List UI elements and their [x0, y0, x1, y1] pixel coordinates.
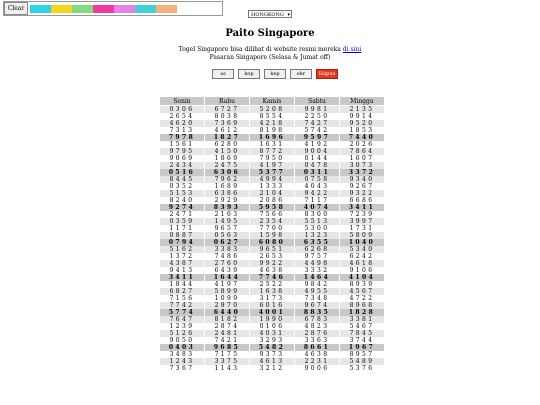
- table-cell[interactable]: 1631: [250, 141, 295, 148]
- table-cell[interactable]: 6439: [205, 267, 250, 274]
- table-row: [160, 260, 385, 267]
- table-cell[interactable]: 9914: [340, 113, 385, 120]
- table-cell[interactable]: 7742: [160, 302, 205, 309]
- table-cell[interactable]: 1607: [340, 155, 385, 162]
- color-palette: [30, 5, 177, 13]
- table-cell[interactable]: 2876: [295, 330, 340, 337]
- table-cell[interactable]: 7175: [205, 351, 250, 358]
- market-select[interactable]: [248, 10, 292, 18]
- table-cell[interactable]: 9322: [340, 190, 385, 197]
- table-cell[interactable]: 1561: [160, 141, 205, 148]
- table-cell[interactable]: 5467: [340, 323, 385, 330]
- table-cell[interactable]: 9004: [295, 148, 340, 155]
- table-row: [160, 141, 385, 148]
- info-line-1: [0, 46, 540, 53]
- table-cell[interactable]: 1171: [160, 225, 205, 232]
- table-cell[interactable]: 7962: [205, 176, 250, 183]
- table-row: [160, 106, 385, 114]
- table-cell[interactable]: 0106: [250, 323, 295, 330]
- table-cell[interactable]: 8182: [205, 316, 250, 323]
- table-cell[interactable]: 7566: [250, 211, 295, 218]
- table-cell[interactable]: 7156: [160, 295, 205, 302]
- kep-button[interactable]: kep: [264, 69, 286, 79]
- color-swatch[interactable]: [114, 5, 135, 13]
- table-cell[interactable]: 1731: [340, 225, 385, 232]
- table-cell[interactable]: 4722: [340, 295, 385, 302]
- table-cell[interactable]: 9757: [295, 253, 340, 260]
- header-minggu: Minggu: [340, 97, 385, 106]
- table-cell[interactable]: 9069: [160, 155, 205, 162]
- table-cell[interactable]: 4638: [295, 351, 340, 358]
- table-cell[interactable]: 3744: [340, 337, 385, 344]
- table-cell[interactable]: 0478: [295, 162, 340, 169]
- table-cell[interactable]: 2354: [250, 218, 295, 225]
- table-cell[interactable]: 3483: [160, 351, 205, 358]
- table-cell[interactable]: 7978: [160, 134, 205, 141]
- table-cell[interactable]: 5958: [250, 204, 295, 211]
- table-cell[interactable]: 5377: [250, 169, 295, 176]
- table-cell[interactable]: 0403: [160, 344, 205, 351]
- table-cell[interactable]: 0306: [160, 106, 205, 114]
- table-cell[interactable]: 3363: [295, 337, 340, 344]
- table-cell[interactable]: 4567: [340, 288, 385, 295]
- table-cell[interactable]: 9422: [295, 190, 340, 197]
- table-cell[interactable]: 6827: [160, 288, 205, 295]
- table-cell[interactable]: 7440: [340, 134, 385, 141]
- table-row: [160, 148, 385, 155]
- table-cell[interactable]: 1967: [340, 344, 385, 351]
- table-cell[interactable]: 7421: [205, 337, 250, 344]
- table-row: [160, 120, 385, 127]
- table-cell[interactable]: 4620: [160, 120, 205, 127]
- as-button[interactable]: as: [212, 69, 234, 79]
- table-cell[interactable]: 7369: [205, 120, 250, 127]
- table-cell[interactable]: 9922: [250, 260, 295, 267]
- table-cell[interactable]: 8300: [295, 211, 340, 218]
- table-cell[interactable]: 9657: [205, 225, 250, 232]
- table-row: [160, 274, 385, 281]
- table-cell[interactable]: 0563: [205, 232, 250, 239]
- table-cell[interactable]: 1844: [160, 281, 205, 288]
- table-cell[interactable]: 1598: [250, 232, 295, 239]
- table-cell[interactable]: 3997: [340, 218, 385, 225]
- table-row: [160, 169, 385, 176]
- table-row: [160, 113, 385, 120]
- table-row: [160, 127, 385, 134]
- table-cell[interactable]: 1099: [205, 295, 250, 302]
- table-cell[interactable]: 2163: [205, 211, 250, 218]
- table-cell[interactable]: 5208: [250, 106, 295, 114]
- table-cell[interactable]: 7950: [250, 155, 295, 162]
- table-cell[interactable]: 6306: [205, 169, 250, 176]
- table-cell[interactable]: 4001: [250, 309, 295, 316]
- table-cell[interactable]: 7367: [160, 365, 205, 372]
- table-cell[interactable]: 1990: [250, 316, 295, 323]
- kop-button[interactable]: kop: [238, 69, 260, 79]
- table-row: [160, 316, 385, 323]
- table-cell[interactable]: 2026: [340, 141, 385, 148]
- table-row: [160, 253, 385, 260]
- chevron-down-icon: ▾: [287, 12, 290, 18]
- table-cell[interactable]: 2760: [205, 260, 250, 267]
- table-row: [160, 134, 385, 141]
- table-cell[interactable]: 1143: [205, 365, 250, 372]
- table-row: [160, 365, 385, 372]
- header-senin: Senin: [160, 97, 205, 106]
- color-swatch[interactable]: [156, 5, 177, 13]
- table-cell[interactable]: 4197: [250, 162, 295, 169]
- hapus-button[interactable]: Hapus: [316, 69, 338, 79]
- table-cell[interactable]: 5774: [160, 309, 205, 316]
- table-row: [160, 288, 385, 295]
- table-cell[interactable]: 1243: [160, 358, 205, 365]
- table-cell[interactable]: 8957: [340, 351, 385, 358]
- table-cell[interactable]: 4197: [205, 281, 250, 288]
- table-cell[interactable]: 7845: [340, 330, 385, 337]
- table-cell[interactable]: 3212: [250, 365, 295, 372]
- table-cell[interactable]: 8393: [205, 204, 250, 211]
- table-cell[interactable]: 4192: [295, 141, 340, 148]
- table-cell[interactable]: 8968: [340, 302, 385, 309]
- table-cell[interactable]: 0794: [160, 239, 205, 246]
- table-cell[interactable]: 4618: [340, 260, 385, 267]
- table-cell[interactable]: 0516: [160, 169, 205, 176]
- info-text: Togel Singapore bisa dilihat di website resmi mereka: [178, 46, 341, 53]
- table-cell[interactable]: 1040: [340, 239, 385, 246]
- table-cell[interactable]: 5742: [295, 127, 340, 134]
- table-cell[interactable]: 8772: [250, 148, 295, 155]
- table-row: [160, 155, 385, 162]
- table-cell[interactable]: 8038: [205, 113, 250, 120]
- table-cell[interactable]: 2653: [250, 253, 295, 260]
- table-cell[interactable]: 1689: [205, 183, 250, 190]
- table-cell[interactable]: 2522: [250, 281, 295, 288]
- table-cell[interactable]: 5126: [160, 330, 205, 337]
- table-cell[interactable]: 0627: [205, 239, 250, 246]
- table-cell[interactable]: 6727: [205, 106, 250, 114]
- table-cell[interactable]: 2231: [295, 358, 340, 365]
- info-line-2: Pasaran Singapore (Selasa & Jumat off): [209, 54, 331, 61]
- table-cell[interactable]: 2135: [340, 106, 385, 114]
- table-cell[interactable]: 9981: [295, 106, 340, 114]
- table-cell[interactable]: 5376: [340, 365, 385, 372]
- table-cell[interactable]: 2471: [160, 211, 205, 218]
- table-cell[interactable]: 8554: [250, 113, 295, 120]
- table-row: [160, 239, 385, 246]
- table-cell[interactable]: 1696: [250, 134, 295, 141]
- table-cell[interactable]: 1239: [160, 323, 205, 330]
- table-cell[interactable]: 6268: [295, 246, 340, 253]
- table-row: [160, 302, 385, 309]
- table-cell[interactable]: 5153: [160, 190, 205, 197]
- table-cell[interactable]: 0758: [295, 176, 340, 183]
- header-sabtu: Sabtu: [295, 97, 340, 106]
- table-row: [160, 358, 385, 365]
- table-cell[interactable]: 1495: [205, 218, 250, 225]
- table-row: [160, 211, 385, 218]
- table-cell[interactable]: 1828: [340, 309, 385, 316]
- table-cell[interactable]: 1372: [160, 253, 205, 260]
- table-cell[interactable]: 6280: [205, 141, 250, 148]
- table-row: [160, 218, 385, 225]
- table-cell[interactable]: 4218: [250, 120, 295, 127]
- table-row: [160, 309, 385, 316]
- table-cell[interactable]: 9842: [295, 281, 340, 288]
- table-cell[interactable]: 8445: [160, 176, 205, 183]
- table-cell[interactable]: 0352: [160, 183, 205, 190]
- table-cell[interactable]: 2104: [250, 190, 295, 197]
- table-cell[interactable]: 6686: [340, 197, 385, 204]
- table-row: [160, 204, 385, 211]
- table-cell[interactable]: 9674: [295, 302, 340, 309]
- table-cell[interactable]: 9520: [340, 120, 385, 127]
- table-cell[interactable]: 3173: [250, 295, 295, 302]
- table-cell[interactable]: 3383: [205, 246, 250, 253]
- table-cell[interactable]: 5300: [295, 225, 340, 232]
- table-cell[interactable]: 3375: [205, 358, 250, 365]
- table-cell[interactable]: 1323: [295, 232, 340, 239]
- table-cell[interactable]: 3411: [340, 204, 385, 211]
- table-cell[interactable]: 1827: [205, 134, 250, 141]
- table-cell[interactable]: 2434: [160, 162, 205, 169]
- table-cell[interactable]: 1869: [205, 155, 250, 162]
- table-cell[interactable]: 4823: [295, 323, 340, 330]
- header-kamis: Kamis: [250, 97, 295, 106]
- table-cell[interactable]: 2970: [205, 302, 250, 309]
- table-cell[interactable]: 1644: [205, 274, 250, 281]
- table-cell[interactable]: 4074: [295, 204, 340, 211]
- table-cell[interactable]: 9106: [340, 267, 385, 274]
- table-cell[interactable]: 9274: [160, 204, 205, 211]
- table-cell[interactable]: 1638: [250, 288, 295, 295]
- table-cell[interactable]: 5482: [250, 344, 295, 351]
- table-cell[interactable]: 2874: [205, 323, 250, 330]
- table-cell[interactable]: 3411: [160, 274, 205, 281]
- table-cell[interactable]: 9795: [160, 148, 205, 155]
- table-cell[interactable]: 6242: [340, 253, 385, 260]
- table-cell[interactable]: 9340: [340, 176, 385, 183]
- table-row: [160, 246, 385, 253]
- table-cell[interactable]: 9050: [160, 337, 205, 344]
- ekr-button[interactable]: ekr: [290, 69, 312, 79]
- table-row: [160, 176, 385, 183]
- paito-table: [159, 96, 385, 372]
- table-cell[interactable]: 5340: [340, 246, 385, 253]
- color-swatch[interactable]: [51, 5, 72, 13]
- table-cell[interactable]: 9413: [160, 267, 205, 274]
- table-cell[interactable]: 7746: [250, 274, 295, 281]
- page-title: Paito Singapore: [225, 28, 315, 39]
- table-row: [160, 225, 385, 232]
- table-cell[interactable]: 3372: [340, 169, 385, 176]
- table-cell[interactable]: 1333: [250, 183, 295, 190]
- table-cell[interactable]: 2654: [160, 113, 205, 120]
- table-row: [160, 337, 385, 344]
- table-cell[interactable]: 5162: [160, 246, 205, 253]
- table-cell[interactable]: 2086: [250, 197, 295, 204]
- table-cell[interactable]: 1464: [295, 274, 340, 281]
- table-cell[interactable]: 8939: [340, 281, 385, 288]
- color-swatch[interactable]: [93, 5, 114, 13]
- table-row: [160, 190, 385, 197]
- color-swatch[interactable]: [135, 5, 156, 13]
- table-cell[interactable]: 6783: [295, 316, 340, 323]
- table-cell[interactable]: 5489: [340, 358, 385, 365]
- toolbar: [3, 1, 223, 16]
- table-cell[interactable]: 9373: [250, 351, 295, 358]
- table-row: [160, 281, 385, 288]
- table-cell[interactable]: 2929: [205, 197, 250, 204]
- table-cell[interactable]: 4612: [205, 127, 250, 134]
- table-cell[interactable]: 4955: [295, 288, 340, 295]
- table-row: [160, 162, 385, 169]
- table-cell[interactable]: 2481: [205, 330, 250, 337]
- table-cell[interactable]: 7348: [295, 295, 340, 302]
- color-swatch[interactable]: [72, 5, 93, 13]
- table-cell[interactable]: 6355: [295, 239, 340, 246]
- table-cell[interactable]: 7700: [250, 225, 295, 232]
- table-cell[interactable]: 9651: [250, 246, 295, 253]
- table-cell[interactable]: 9267: [340, 183, 385, 190]
- table-cell[interactable]: 0311: [295, 169, 340, 176]
- table-cell[interactable]: 4031: [250, 330, 295, 337]
- table-header-row: [160, 97, 385, 106]
- table-cell[interactable]: 7239: [340, 211, 385, 218]
- table-cell[interactable]: 6080: [250, 239, 295, 246]
- clear-button[interactable]: Clear: [4, 2, 28, 15]
- table-cell[interactable]: 0359: [160, 218, 205, 225]
- toolbar-divider: [3, 15, 221, 16]
- table-cell[interactable]: 7647: [160, 316, 205, 323]
- table-cell[interactable]: 8661: [295, 344, 340, 351]
- table-row: [160, 267, 385, 274]
- table-cell[interactable]: 3073: [340, 162, 385, 169]
- table-row: [160, 330, 385, 337]
- table-cell[interactable]: 4043: [295, 183, 340, 190]
- table-cell[interactable]: 9597: [295, 134, 340, 141]
- table-cell[interactable]: 8240: [160, 197, 205, 204]
- table-cell[interactable]: 0887: [160, 232, 205, 239]
- table-cell[interactable]: 7117: [295, 197, 340, 204]
- table-cell[interactable]: 0144: [295, 155, 340, 162]
- table-cell[interactable]: 3293: [250, 337, 295, 344]
- table-cell[interactable]: 2475: [205, 162, 250, 169]
- table-cell[interactable]: 5809: [340, 232, 385, 239]
- table-cell[interactable]: 4104: [340, 274, 385, 281]
- table-cell[interactable]: 8835: [295, 309, 340, 316]
- official-site-link[interactable]: di sini: [342, 46, 362, 53]
- table-cell[interactable]: 7313: [160, 127, 205, 134]
- table-row: [160, 197, 385, 204]
- table-cell[interactable]: 2250: [295, 113, 340, 120]
- table-cell[interactable]: 7864: [340, 148, 385, 155]
- table-cell[interactable]: 3332: [295, 267, 340, 274]
- table-row: [160, 323, 385, 330]
- table-cell[interactable]: 7427: [295, 120, 340, 127]
- table-cell[interactable]: 6386: [205, 190, 250, 197]
- mode-buttons: [212, 69, 338, 79]
- header-rabu: Rabu: [205, 97, 250, 106]
- table-cell[interactable]: 6016: [250, 302, 295, 309]
- table-cell[interactable]: 5513: [295, 218, 340, 225]
- table-row: [160, 232, 385, 239]
- table-cell[interactable]: 4613: [250, 358, 295, 365]
- table-cell[interactable]: 5899: [205, 288, 250, 295]
- table-row: [160, 351, 385, 358]
- market-select-value: HONGKONG: [251, 12, 284, 18]
- table-cell[interactable]: 4994: [250, 176, 295, 183]
- table-row: [160, 344, 385, 351]
- table-cell[interactable]: 4498: [295, 260, 340, 267]
- table-cell[interactable]: 1853: [340, 127, 385, 134]
- table-cell[interactable]: 4387: [160, 260, 205, 267]
- table-cell[interactable]: 4150: [205, 148, 250, 155]
- color-swatch[interactable]: [30, 5, 51, 13]
- table-cell[interactable]: 7486: [205, 253, 250, 260]
- table-cell[interactable]: 4638: [250, 267, 295, 274]
- table-cell[interactable]: 8198: [250, 127, 295, 134]
- table-cell[interactable]: 6440: [205, 309, 250, 316]
- table-row: [160, 183, 385, 190]
- table-cell[interactable]: 9006: [295, 365, 340, 372]
- table-row: [160, 295, 385, 302]
- table-cell[interactable]: 3381: [340, 316, 385, 323]
- table-cell[interactable]: 9685: [205, 344, 250, 351]
